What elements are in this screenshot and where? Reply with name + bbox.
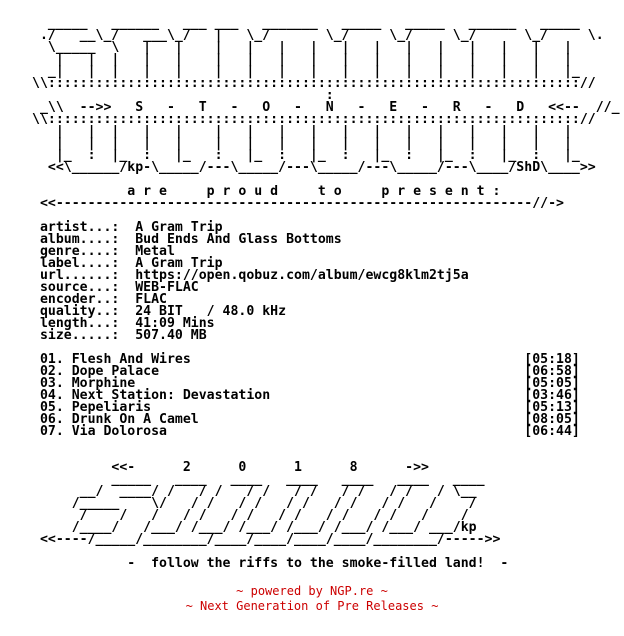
nfo-ascii-document: _____ ______ ___ ___ _______ _____ _____ ______ _____ ./ __\_/ ___\_/ | \_/ \_/ \_/ \_/ \_/ \. \_____ \ | | | | | | | | | | | | | | | | | | | | | | | | | | | | | | | _| | | | | | | | | | | | | | | | |_ \\:::::::::::::::::::::::::::::::::::::::::::::::::::::::::::::::::::// : _\\ -->> S - T - O - N - E - R - D <<-- //_ \\:::::::::::::::::::::::::::::::::::::::::::::::::::::::::::::::::::// | | | | | | | | | | | | | | | | | | | | | | | | | | | | | | | | | | |_ : |_ : |_ : |_ : |_ : |_ : |_ : |_ : |_ <<\______/kp-\_____/---\_____/---\_____/---\_____/---\____/ShD\____>> a r e p r o u d t o p r e s e n t : <<------------------------------------------------------------//-> artist...: A Gram Trip album....: Bud Ends And Glass Bottoms genre....: Metal label....: A Gram Trip url......: https://open.qobuz.com/album/ewcg8klm2tj5a source...: WEB-FLAC encoder..: FLAC quality..: 24 BIT / 48.0 kHz length...: 41:09 Mins size.....: 507.40 MB 01. Flesh And Wires [05:18] 02. Dope Palace [06:58] 03. Morphine [05:05] 04. Next Station: Devastation [03:46] 05. Pepeliaris [05:13] 06. Drunk On A Camel [08:05] 07. Via Dolorosa [06:44] <<- 2 0 1 8 ->> _____ ____ ____ ____ ____ ____ ____ __/ ____/ / / / / / / / / / / / / \__ /_____ \/ / / / / / / / / / / / / / / / / / / / / / / / / / / / /____/ /___/ /___/ /___/ /___/ /___/ /___/ ___/kp <<----/_____/________/____/____/____/____/________/----->> - follow the riffs to the smoke-filled land! - (32, 16, 620, 571)
next-generation-text: ~ Next Generation of Pre Releases ~ (185, 599, 439, 613)
powered-by-text: ~ powered by NGP.re ~ (236, 584, 388, 598)
